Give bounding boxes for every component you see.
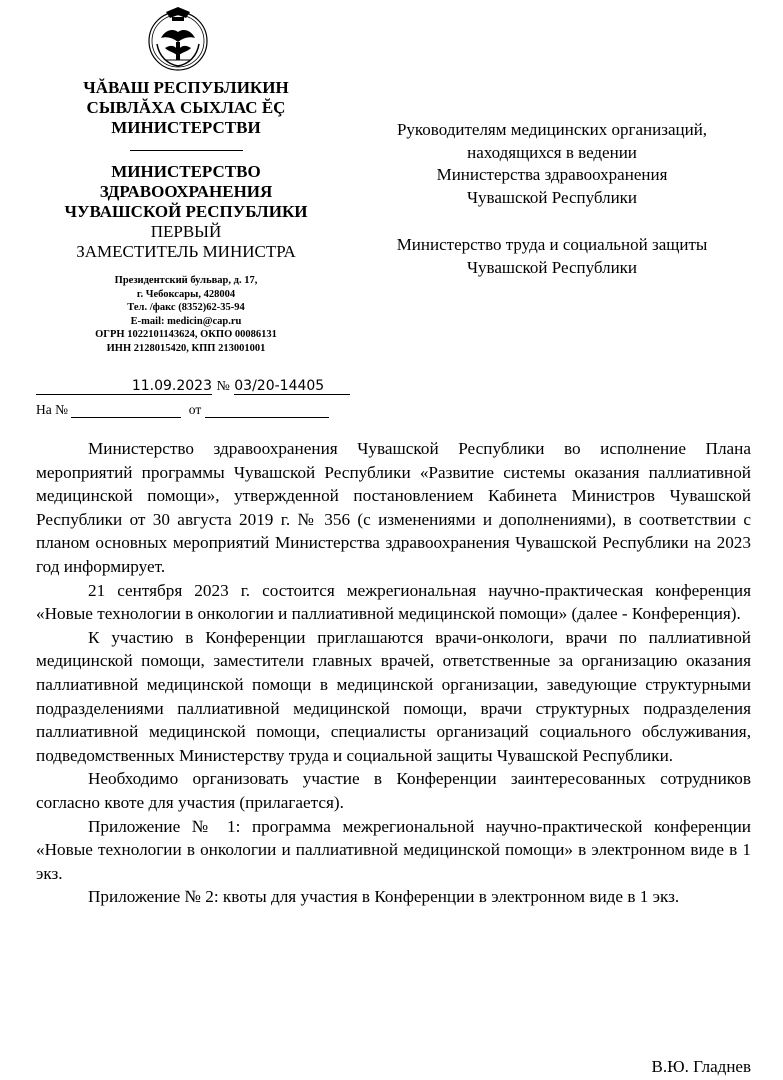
city-line: г. Чебоксары, 428004 xyxy=(136,288,236,300)
body-paragraph: Приложение № 2: квоты для участия в Конференции в электронном виде в 1 экз. xyxy=(88,887,680,907)
signature-name: В.Ю. Гладнев xyxy=(651,1057,751,1076)
header-divider xyxy=(130,150,243,151)
reference-number-blank xyxy=(71,403,181,418)
body-paragraph: Необходимо организовать участие в Конференции заинтересованных сотрудников согласно квоте для участия (прилагается). xyxy=(36,769,751,812)
ministry-title: МИНИСТЕРСТВО ЗДРАВООХРАНЕНИЯ ЧУВАШСКОЙ РЕСПУБЛИКИ xyxy=(64,162,308,221)
email-line: E-mail: medicin@cap.ru xyxy=(130,315,242,327)
body-paragraph: Министерство здравоохранения Чувашской Республики во исполнение Плана мероприятий программы Чувашской Республики «Развитие системы оказания паллиативной медицинской помощи», утвержденной постановлением Кабинета Министров Чувашской Республики от 30 августа 2019 г. № 356 (с изменениями и дополнениями), в соответствии с планом основных мероприятий Министерства здравоохранения Чувашской Республики на 2023 год информирует. xyxy=(36,439,751,576)
document-date: 11.09.2023 xyxy=(36,378,212,395)
chuvash-ministry-title: ЧĂВАШ РЕСПУБЛИКИН СЫВЛĂХА СЫХЛАС ĔÇ МИНИСТЕРСТВИ xyxy=(83,78,289,137)
address-line: Президентский бульвар, д. 17, xyxy=(114,275,258,286)
ogrn-line: ОГРН 1022101143624, ОКПО 00086131 xyxy=(95,329,277,341)
from-label: от xyxy=(188,402,202,417)
inn-line: ИНН 2128015420, КПП 213001001 xyxy=(106,342,266,354)
body-paragraph: К участию в Конференции приглашаются врачи-онкологи, врачи по паллиативной медицинской помощи, заместители главных врачей, ответственные за организацию оказания паллиативной медицинской помощи в медицинской организации, заведующие структурными подразделениями паллиативной медицинской помощи, врачи структурных подразделения паллиативной медицинской помощи, специалисты организаций социального обслуживания, подведомственных Министерству труда и социальной защиты Чувашской Республики. xyxy=(36,627,751,765)
body-paragraph: Приложение № 1: программа межрегиональной научно-практической конференции «Новые технологии в онкологии и паллиативной медицинской помощи» в электронном виде в 1 экз. xyxy=(36,816,751,883)
reference-date-blank xyxy=(205,403,329,418)
number-sign: № xyxy=(216,379,230,394)
phone-line: Тел. /факс (8352)62-35-94 xyxy=(127,302,245,314)
body-paragraph: 21 сентября 2023 г. состоится межрегиональная научно-практическая конференция «Новые технологии в онкологии и паллиативной медицинской помощи» (далее - Конференция). xyxy=(36,580,751,624)
addressee-medical-organizations: Руководителям медицинских организаций, находящихся в ведении Министерства здравоохранения Чувашской Республики xyxy=(396,120,708,207)
document-number: 03/20-14405 xyxy=(234,378,350,395)
addressee-labor-ministry: Министерство труда и социальной защиты Чувашской Республики xyxy=(396,235,708,277)
registration-line xyxy=(36,378,350,395)
chuvash-emblem-icon xyxy=(145,4,211,74)
reference-line xyxy=(36,402,329,418)
position-title: ПЕРВЫЙ ЗАМЕСТИТЕЛЬ МИНИСТРА xyxy=(76,222,296,261)
reference-label: На № xyxy=(36,402,68,417)
contact-block xyxy=(36,274,336,356)
letter-body xyxy=(36,437,751,909)
